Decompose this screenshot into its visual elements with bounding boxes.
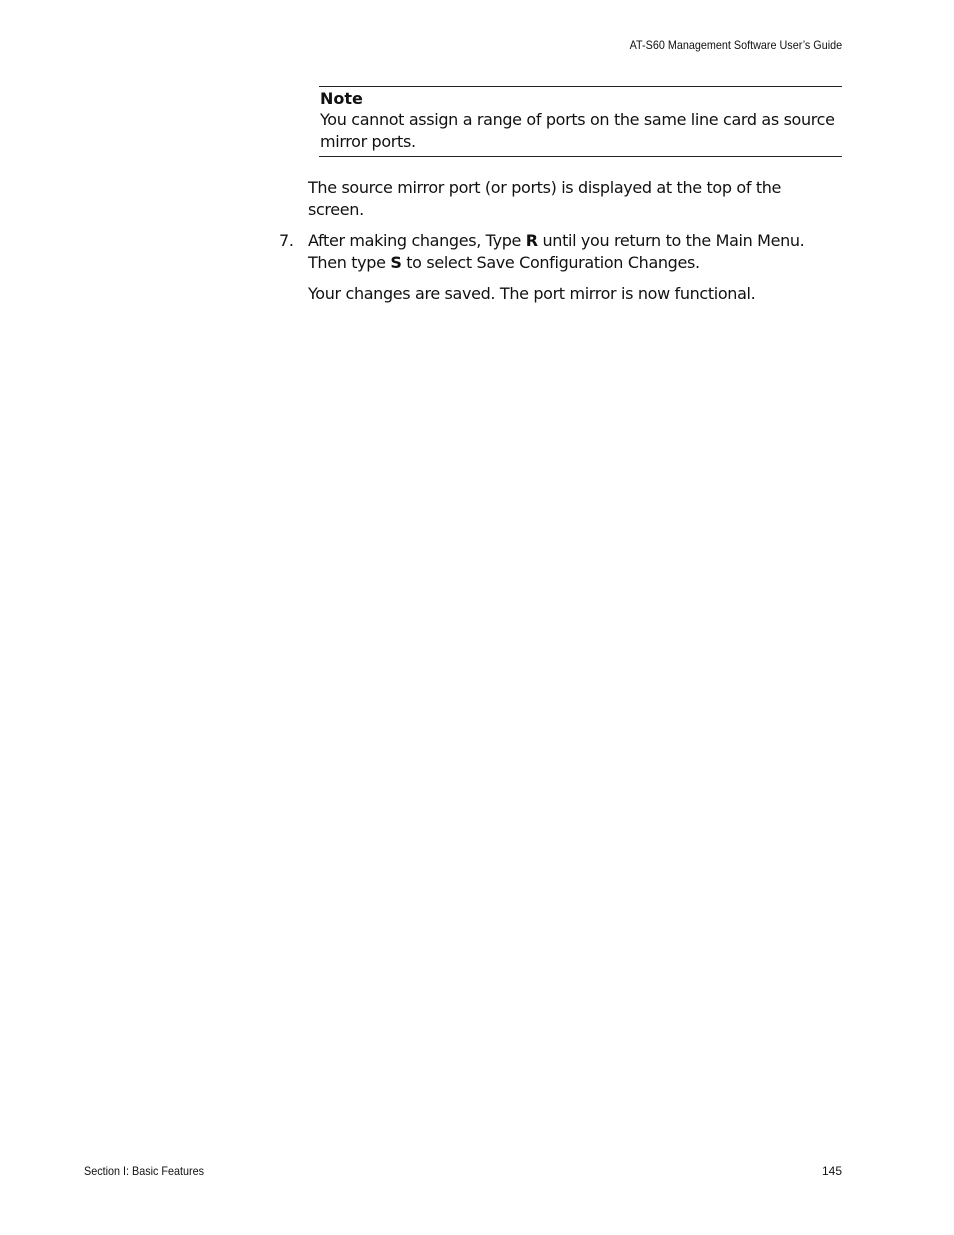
step-number: 7. [279,231,294,250]
step-text-b: until you return to the Main Menu. Then type [308,231,805,272]
note-box [319,86,842,157]
step-text-c: to select Save Configuration Changes. [401,253,700,272]
step-text-a: After making changes, Type [308,231,526,250]
note-body: You cannot assign a range of ports on the same line card as source mirror ports. [320,110,835,151]
footer-section: Section I: Basic Features [84,1164,205,1178]
key-s: S [390,253,402,272]
page-number: 145 [821,1164,842,1178]
step-7 [279,230,828,274]
paragraph-source-port: The source mirror port (or ports) is displayed at the top of the screen. [308,178,782,219]
paragraph-saved: Your changes are saved. The port mirror is now functional. [308,284,756,303]
running-header: AT-S60 Management Software User’s Guide [629,38,842,52]
note-title: Note [320,89,363,108]
key-r: R [525,231,538,250]
